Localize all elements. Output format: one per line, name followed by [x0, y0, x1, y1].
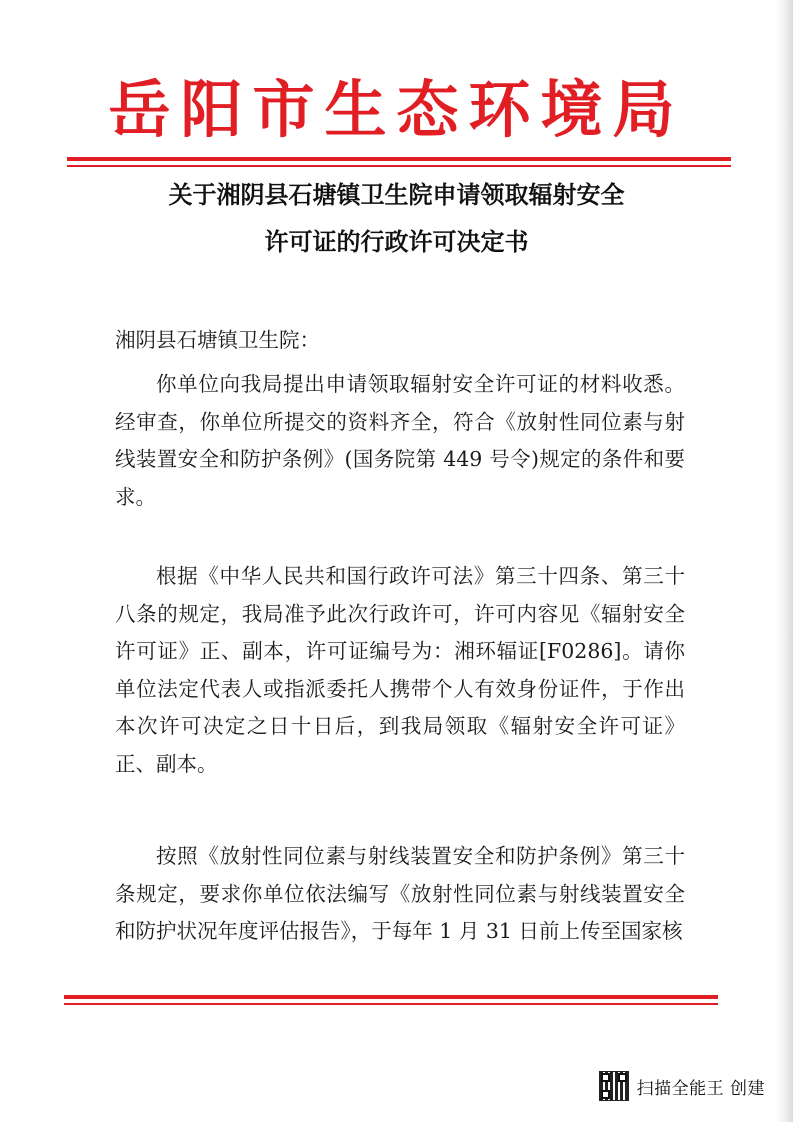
scanner-label: 扫描全能王 创建	[636, 1078, 765, 1099]
paragraph-1: 你单位向我局提出申请领取辐射安全许可证的材料收悉。经审查，你单位所提交的资料齐全，符合《放射性同位素与射线装置安全和防护条例》(国务院第 449 号令)规定的条件和要求。	[115, 372, 685, 509]
salutation: 湘阴县石塘镇卫生院：	[115, 328, 320, 352]
paragraph-3: 按照《放射性同位素与射线装置安全和防护条例》第三十条规定，要求你单位依法编写《放射性同位素与射线装置安全和防护状况年度评估报告》，于每年 1 月 31 日前上传至国家核	[115, 844, 685, 944]
scanner-watermark	[599, 1070, 765, 1102]
document-title-line2: 许可证的行政许可决定书	[264, 228, 529, 256]
letterhead-rule-thick	[67, 157, 731, 161]
footer-rule-thick	[64, 995, 718, 999]
letterhead-rule-thin	[67, 165, 731, 167]
footer-rule-thin	[64, 1003, 718, 1005]
paragraph-2: 根据《中华人民共和国行政许可法》第三十四条、第三十八条的规定，我局准予此次行政许可，许可内容见《辐射安全许可证》正、副本，许可证编号为：湘环辐证[F0286]。请你单位法定代表人或指派委托人携带个人有效身份证件，于作出本次许可决定之日十日后，到我局领取《辐射安全许可证》正、副本。	[115, 564, 685, 776]
page-edge-shadow	[775, 0, 793, 1122]
agency-letterhead: 岳阳市生态环境局	[108, 73, 685, 146]
qr-code-icon	[599, 1071, 629, 1101]
document-title-line1: 关于湘阴县石塘镇卫生院申请领取辐射安全	[168, 181, 625, 209]
